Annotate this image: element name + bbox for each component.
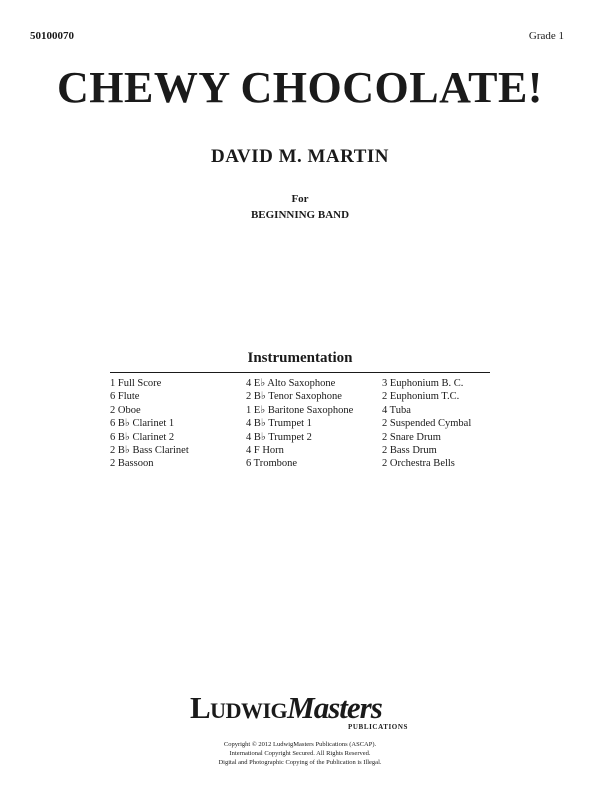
instrument-item: 4 F Horn xyxy=(246,445,284,457)
instrument-item: 4 E♭ Alto Saxophone xyxy=(246,378,336,389)
grade-label: Grade 1 xyxy=(528,30,564,42)
instrumentation-column-2 xyxy=(246,377,353,471)
copyright-line: Digital and Photographic Copying of the Publication is Illegal. xyxy=(218,759,382,766)
logo-publications-text: PUBLICATIONS xyxy=(348,723,408,731)
instrument-item: 3 Euphonium B. C. xyxy=(382,378,464,389)
for-label: For xyxy=(291,193,309,205)
piece-title: CHEWY CHOCOLATE! xyxy=(57,63,543,112)
instrumentation-column-3 xyxy=(382,377,471,471)
instrument-item: 6 B♭ Clarinet 2 xyxy=(110,431,175,443)
instrument-item: 2 B♭ Tenor Saxophone xyxy=(246,391,342,403)
instrument-item: 2 Orchestra Bells xyxy=(382,458,455,470)
instrument-item: 6 Trombone xyxy=(246,458,298,470)
instrument-item: 2 Euphonium T.C. xyxy=(382,391,460,403)
instrumentation-divider xyxy=(110,372,490,373)
instrument-item: 1 E♭ Baritone Saxophone xyxy=(246,404,354,416)
instrument-item: 2 Bassoon xyxy=(110,458,154,470)
instrument-item: 2 Oboe xyxy=(110,404,141,416)
instrument-item: 4 B♭ Trumpet 1 xyxy=(246,418,312,430)
instrument-item: 6 Flute xyxy=(110,391,140,403)
publisher-logo xyxy=(190,692,410,740)
instrument-item: 2 Bass Drum xyxy=(382,445,437,457)
instrument-item: 4 B♭ Trumpet 2 xyxy=(246,431,312,443)
logo-masters-text: Masters xyxy=(287,690,382,725)
instrument-item: 2 B♭ Bass Clarinet xyxy=(110,445,189,457)
catalog-number: 50100070 xyxy=(30,30,74,42)
instrument-item: 4 Tuba xyxy=(382,404,411,416)
instrument-item: 6 B♭ Clarinet 1 xyxy=(110,418,175,430)
instrument-item: 1 Full Score xyxy=(110,378,162,389)
instrumentation-column-1 xyxy=(110,377,189,471)
logo-ludwig-text: Ludwig xyxy=(190,690,288,725)
ensemble-label: BEGINNING BAND xyxy=(250,209,350,221)
instrumentation-heading: Instrumentation xyxy=(247,350,353,366)
instrument-item: 2 Suspended Cymbal xyxy=(382,418,472,430)
publisher-logo-wordmark xyxy=(190,692,382,723)
instrument-item: 2 Snare Drum xyxy=(382,431,441,443)
copyright-line: International Copyright Secured. All Rights Reserved. xyxy=(229,750,371,757)
composer-name: DAVID M. MARTIN xyxy=(210,146,389,167)
copyright-line: Copyright © 2012 LudwigMasters Publications (ASCAP). xyxy=(223,741,377,748)
